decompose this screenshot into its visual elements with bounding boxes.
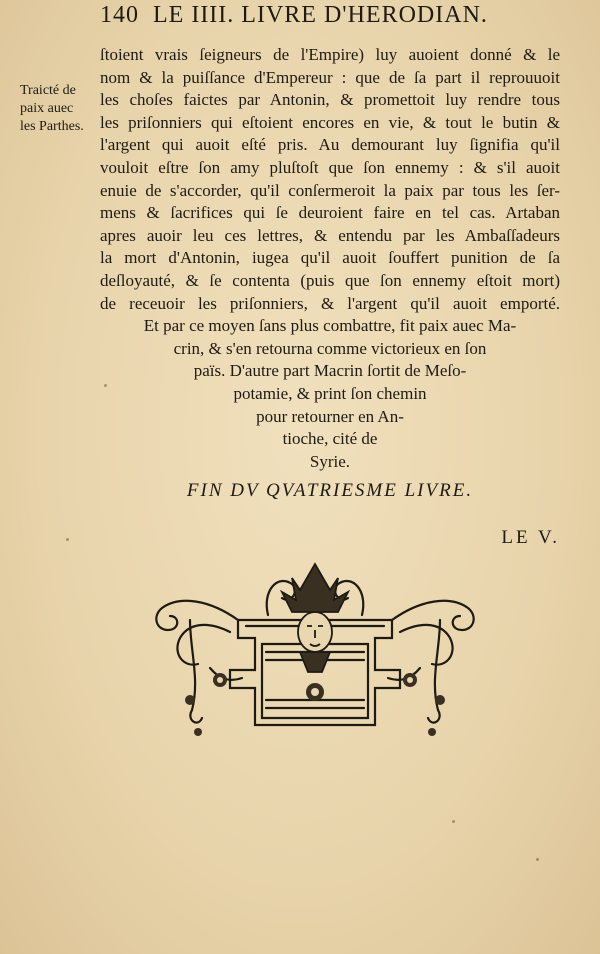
text-line: enuie de s'accorder, qu'il conſermeroit la paix par tous les ſer- bbox=[100, 180, 560, 200]
text-line: apres auoir leu ces lettres, & entendu par les Ambaſſadeurs bbox=[100, 225, 560, 245]
woodcut-ornament-icon bbox=[150, 560, 480, 740]
text-line: pour retourner en An- bbox=[256, 406, 404, 426]
text-line: crin, & s'en retourna comme victorieux en ſon bbox=[173, 338, 487, 358]
text-line: les priſonniers qui eſtoient encores en vie, & tout le butin & bbox=[100, 112, 560, 132]
text-line: Syrie. bbox=[309, 451, 351, 471]
text-line: mens & ſacrifices qui ſe deuroient faire en tel cas. Artaban bbox=[100, 203, 560, 223]
text-line: les choſes faictes par Antonin, & promettoit luy rendre tous bbox=[100, 90, 560, 110]
text-line: nom & la puiſſance d'Empereur : que de ſa part il reprouuoit bbox=[100, 67, 560, 87]
ink-speck bbox=[536, 858, 539, 861]
text-line: Et par ce moyen ſans plus combattre, fit paix auec Ma- bbox=[143, 316, 517, 336]
margin-note-line: paix auec bbox=[20, 101, 74, 116]
end-of-book-heading: FIN DV QVATRIESME LIVRE. bbox=[186, 480, 474, 501]
page-number: 140 bbox=[100, 2, 139, 28]
ink-speck bbox=[66, 538, 69, 541]
running-head-title: LE IIII. LIVRE D'HERODIAN. bbox=[153, 2, 488, 28]
margin-note-line: les Parthes. bbox=[20, 119, 84, 134]
text-line: l'argent qui auoit eſté pris. Au demourant luy ſignifia qu'il bbox=[100, 135, 560, 155]
ink-speck bbox=[452, 820, 455, 823]
text-line: de receuoir les priſonniers, & l'argent qu'il auoit emporté. bbox=[100, 293, 560, 313]
text-line: tioche, cité de bbox=[282, 429, 378, 449]
ink-speck bbox=[104, 384, 107, 387]
margin-note bbox=[20, 82, 100, 136]
text-line: la mort d'Antonin, iugea qu'il auoit ſouffert punition de ſa bbox=[100, 248, 560, 268]
text-line: ſtoient vrais ſeigneurs de l'Empire) luy auoient donné & le bbox=[100, 45, 560, 64]
body-text bbox=[100, 44, 560, 473]
text-line: deſloyauté, & ſe contenta (puis que ſon ennemy eſtoit mort) bbox=[100, 270, 560, 290]
text-line: potamie, & print ſon chemin bbox=[233, 383, 427, 403]
running-head bbox=[100, 2, 560, 32]
margin-note-line: Traicté de bbox=[20, 83, 76, 98]
catchword: LE V. bbox=[501, 527, 560, 548]
text-line: païs. D'autre part Macrin ſortit de Meſo- bbox=[193, 361, 467, 381]
text-line: vouloit eſtre ſon amy pluſtoſt que ſon ennemy : & s'il auoit bbox=[100, 157, 560, 177]
